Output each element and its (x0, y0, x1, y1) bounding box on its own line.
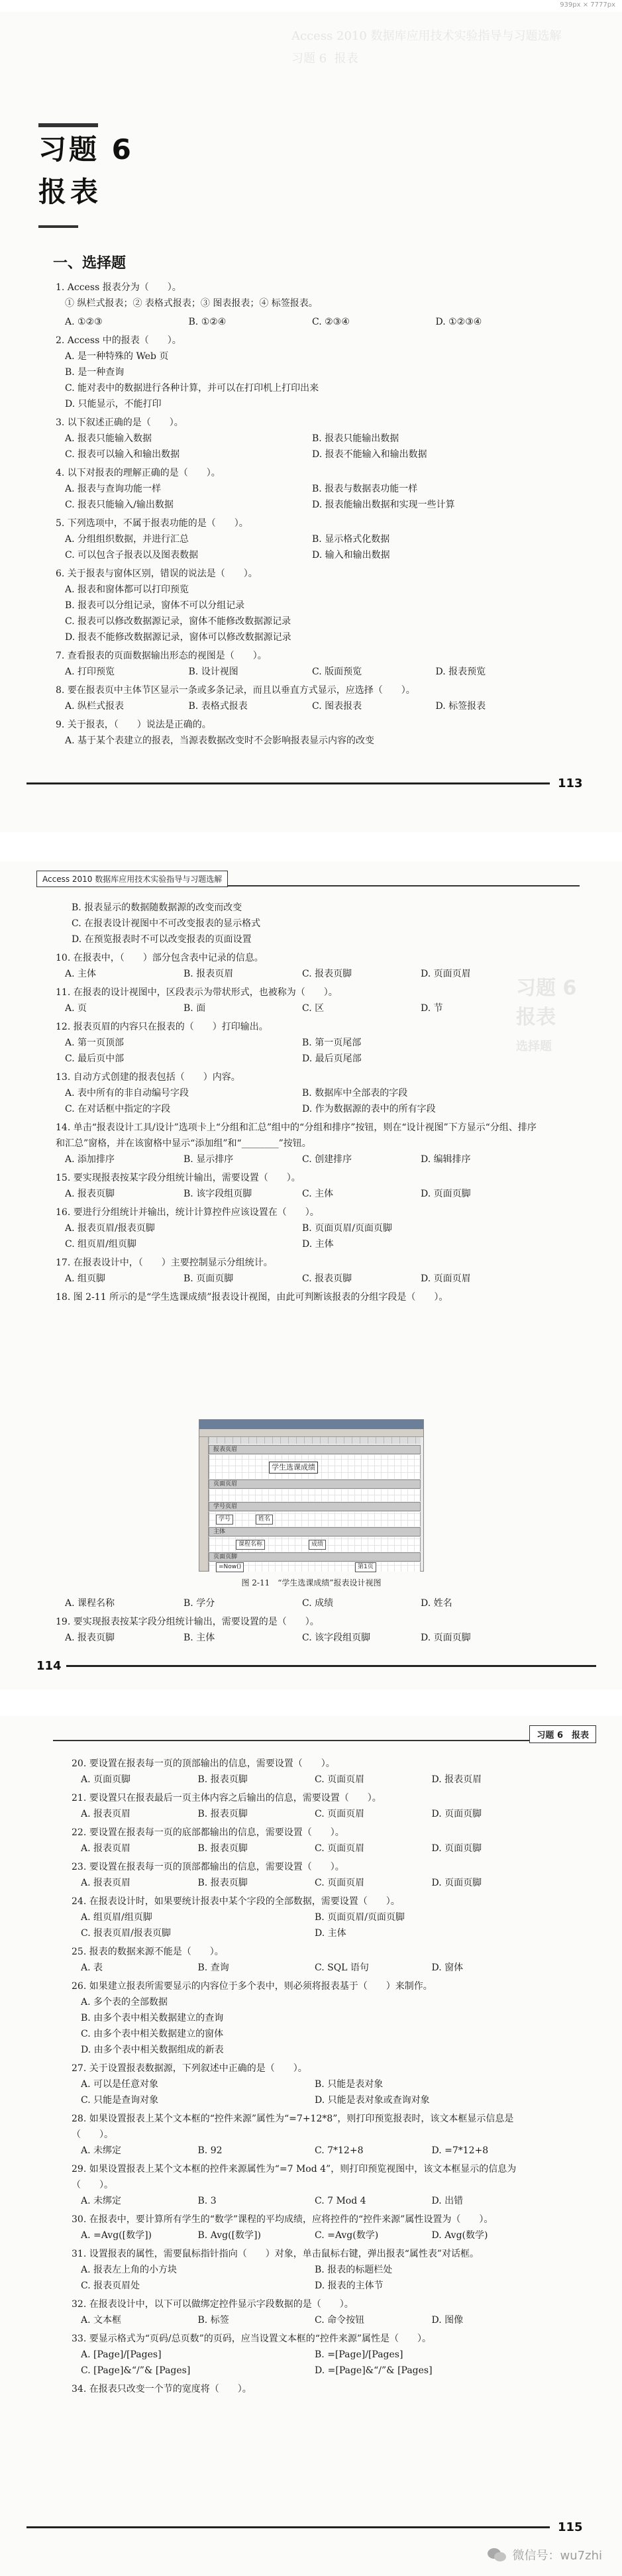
option-group (65, 582, 559, 645)
answer-option: B. 报表页脚 (197, 1774, 248, 1785)
answer-option: C. 7 Mod 4 (315, 2196, 366, 2206)
answer-option: B. =[Page]/[Pages] (315, 2349, 403, 2360)
answer-option: A. 报表只能输入数据 (65, 433, 152, 444)
question-stem: 24. 在报表设计时，如果要统计报表中某个字段的全部数据，需要设置（ ）。 (72, 1896, 400, 1907)
option-group (81, 1806, 548, 1822)
answer-option: D. 只能是表对象或查询对象 (315, 2095, 430, 2106)
control-label-name: 姓名 (256, 1515, 273, 1525)
answer-option: A. 报表页眉 (81, 1843, 131, 1854)
option-group (81, 2143, 548, 2159)
question-item (72, 2331, 548, 2379)
answer-option: A. 主体 (65, 969, 97, 979)
answer-option: A. 报表页眉/报表页脚 (65, 1223, 155, 1234)
answer-option: D. 在预览报表时不可以改变报表的页面设置 (72, 934, 252, 945)
answer-option: A. 报表和窗体都可以打印预览 (65, 584, 189, 595)
running-header-title: Access 2010 数据库应用技术实验指导与习题选解 (36, 871, 228, 887)
question-item (56, 950, 539, 982)
question-stem: 17. 在报表设计中，（ ）主要控制显示分组统计。 (56, 1258, 273, 1268)
question-stem: 30. 在报表中，要计算所有学生的“数学”课程的平均成绩，应将控件的“控件来源”属性设置为（ ）。 (72, 2214, 493, 2225)
answer-option: B. 由多个表中相关数据建立的查询 (81, 2013, 224, 2023)
page-number: 114 (36, 1659, 62, 1673)
figure-ruler (209, 1437, 421, 1444)
answer-option: D. 页面页脚 (431, 1878, 482, 1888)
section-title: 一、选择题 (53, 255, 127, 272)
question-item (56, 648, 559, 680)
question-list (72, 1753, 548, 2397)
answer-option: D. 只能显示，不能打印 (65, 399, 162, 409)
band-page-header: 页面页眉 (209, 1479, 421, 1489)
option-group (81, 2262, 548, 2294)
answer-option: D. 由多个表中相关数据组成的新表 (81, 2045, 224, 2055)
question-stem: 23. 要设置在报表每一页的顶部都输出的信息，需要设置（ ）。 (72, 1862, 344, 1872)
question-item (72, 2212, 548, 2243)
question-item (72, 1978, 548, 2058)
answer-option: A. 页面页脚 (81, 1774, 131, 1785)
page-113 (0, 12, 622, 832)
question-stem: 9. 关于报表，（ ）说法是正确的。 (56, 720, 211, 730)
question-item (56, 1170, 539, 1202)
answer-option: C. SQL 语句 (315, 1962, 369, 1973)
answer-option: B. 报表页脚 (197, 1809, 248, 1819)
answer-option: C. 页面页眉 (315, 1878, 365, 1888)
chapter-subtitle: 报表 (38, 176, 103, 208)
answer-option: A. [Page]/[Pages] (81, 2349, 162, 2360)
option-group (65, 1085, 539, 1117)
answer-option: C. 报表可以修改数据源记录，窗体不能修改数据源记录 (65, 616, 291, 627)
option-group (65, 295, 559, 311)
question-stem: 10. 在报表中，（ ）部分包含表中记录的信息。 (56, 953, 264, 963)
answer-option: C. 区 (302, 1003, 325, 1014)
question-stem: 8. 要在报表页中主体节区显示一条或多条记录，而且以垂直方式显示，应选择（ ）。 (56, 685, 415, 696)
option-group (65, 733, 559, 749)
option-group (65, 481, 559, 513)
question-stem: 21. 要设置只在报表最后一页主体内容之后输出的信息，需要设置（ ）。 (72, 1793, 382, 1803)
answer-option: A. 页 (65, 1003, 87, 1014)
answer-option: C. 报表页眉处 (81, 2281, 140, 2291)
answer-option: D. =[Page]&“/”& [Pages] (315, 2365, 433, 2376)
answer-option: C. 主体 (302, 1189, 334, 1199)
answer-option: B. 报表的标题栏处 (315, 2265, 393, 2275)
question-item (56, 415, 559, 462)
question-stem: 27. 关于设置报表数据源，下列叙述中正确的是（ ）。 (72, 2063, 307, 2074)
question-stem: 11. 在报表的设计视图中，区段表示为带状形式，也被称为（ ）。 (56, 987, 338, 998)
answer-option: B. 报表页脚 (197, 1878, 248, 1888)
page-number: 115 (558, 2520, 583, 2534)
question-item (56, 1120, 539, 1167)
answer-option: A. 第一页顶部 (65, 1038, 125, 1048)
running-header (53, 1725, 596, 1741)
option-group (81, 1994, 548, 2058)
answer-option: B. 报表页眉 (183, 969, 234, 979)
running-header (36, 871, 580, 886)
answer-option: B. 报表只能输出数据 (312, 433, 399, 444)
option-group (65, 314, 559, 330)
answer-option: B. 数据库中全部表的字段 (302, 1088, 408, 1099)
answer-option: D. 输入和输出数据 (312, 550, 390, 561)
answer-option: D. =7*12+8 (431, 2145, 489, 2156)
footer-rule (26, 2526, 550, 2528)
question-stem: 34. 在报表只改变一个节的宽度将（ ）。 (72, 2384, 252, 2394)
answer-option: B. 查询 (197, 1962, 229, 1973)
wechat-watermark (488, 2543, 602, 2567)
control-course: 课程名称 (236, 1540, 265, 1550)
question-item (56, 1069, 539, 1117)
option-group (65, 1271, 539, 1287)
question-item (72, 1790, 548, 1822)
answer-option: A. 未绑定 (81, 2145, 122, 2156)
page-gap (0, 1690, 622, 1716)
question-item (56, 566, 559, 645)
answer-option: C. 图表报表 (312, 701, 362, 712)
page-gap (0, 832, 622, 861)
question-item (72, 2296, 548, 2328)
answer-option: B. 报表与数据表功能一样 (312, 484, 418, 494)
answer-option: C. 创建排序 (302, 1154, 352, 1165)
option-group (65, 1152, 539, 1167)
option-group (81, 2193, 548, 2209)
answer-option: D. 窗体 (431, 1962, 464, 1973)
answer-option: D. 主体 (302, 1239, 334, 1250)
chapter-heading (38, 131, 134, 212)
answer-option: B. 显示格式化数据 (312, 534, 390, 545)
question-list-after-figure (56, 1593, 539, 1646)
band-detail: 主体 (209, 1527, 421, 1536)
answer-option: C. 报表页眉/报表页脚 (81, 1928, 171, 1939)
question-item (56, 1289, 539, 1305)
continued-options (72, 900, 522, 947)
answer-option: C. =Avg(数学) (315, 2230, 379, 2241)
question-stem: 25. 报表的数据来源不能是（ ）。 (72, 1947, 224, 1957)
answer-option: B. 该字段组页脚 (183, 1189, 252, 1199)
answer-option: B. 表格式报表 (188, 701, 248, 712)
watermark-text: 微信号：wu7zhi (512, 2549, 602, 2563)
question-item (72, 2111, 548, 2159)
answer-option: A. ①②③ (65, 317, 103, 327)
question-item (56, 1019, 539, 1067)
answer-option: D. 报表页眉 (431, 1774, 482, 1785)
question-item (56, 515, 559, 563)
answer-option: C. 由多个表中相关数据建立的窗体 (81, 2029, 224, 2039)
area-page-footer (209, 1562, 421, 1572)
page-footer (0, 1656, 622, 1676)
control-score: 成绩 (309, 1540, 326, 1550)
question-item (56, 280, 559, 311)
control-report-title: 学生选课成绩 (269, 1462, 318, 1474)
answer-option: A. 表 (81, 1962, 103, 1973)
answer-option: B. 第一页尾部 (302, 1038, 362, 1048)
answer-option: A. 报表页脚 (65, 1633, 115, 1643)
answer-option: B. Avg([数学]) (197, 2230, 261, 2241)
question-item (56, 1614, 539, 1646)
answer-option: B. 显示排序 (183, 1154, 234, 1165)
answer-option: B. 页面页眉/页面页脚 (315, 1912, 405, 1923)
report-design-figure (199, 1419, 424, 1572)
chapter-rule-top (38, 123, 98, 127)
band-page-footer: 页面页脚 (209, 1552, 421, 1562)
running-header-title: 习题 6 报表 (529, 1725, 596, 1743)
option-group (65, 698, 559, 714)
question-stem: 5. 下列选项中，不属于报表功能的是（ ）。 (56, 518, 248, 529)
answer-option: C. 页面页眉 (315, 1774, 365, 1785)
option-group (81, 2347, 548, 2379)
answer-option: D. Avg(数学) (431, 2230, 488, 2241)
question-stem: 18. 图 2-11 所示的是“学生选课成绩”报表设计视图，由此可判断该报表的分组字段是（ ）。 (56, 1292, 448, 1303)
area-detail (209, 1537, 421, 1552)
answer-option: A. 报表页脚 (65, 1189, 115, 1199)
option-group (65, 431, 559, 462)
answer-option: A. 是一种特殊的 Web 页 (65, 351, 169, 362)
question-stem: 33. 要显示格式为“页码/总页数”的页码，应当设置文本框的“控件来源”属性是（ ）。 (72, 2334, 432, 2344)
question-item (56, 1595, 539, 1611)
answer-option: A. 基于某个表建立的报表，当源表数据改变时不会影响报表显示内容的改变 (65, 735, 375, 746)
answer-option: B. 设计视图 (188, 667, 238, 677)
answer-option: A. 课程名称 (65, 1598, 115, 1609)
answer-option: D. 页面页眉 (421, 969, 471, 979)
question-item (56, 985, 539, 1016)
question-stem: 26. 如果建立报表所需要显示的内容位于多个表中，则必须将报表基于（ ）来制作。 (72, 1981, 433, 1992)
question-item (56, 333, 559, 412)
option-group (65, 349, 559, 412)
answer-option: C. ②③④ (312, 317, 350, 327)
question-item (56, 314, 559, 330)
answer-option: A. 文本框 (81, 2315, 122, 2326)
option-group (81, 2227, 548, 2243)
answer-option: B. 页面页眉/页面页脚 (302, 1223, 392, 1234)
bleed-through-heading: 习题 6 报表 选择题 (516, 977, 577, 1053)
question-list (56, 277, 559, 749)
area-report-header (209, 1455, 421, 1479)
answer-option: D. 报表不能修改数据源记录，窗体可以修改数据源记录 (65, 632, 291, 643)
band-group-header: 学号页眉 (209, 1502, 421, 1511)
answer-option: B. 报表可以分组记录，窗体不可以分组记录 (65, 600, 245, 611)
question-stem: 6. 关于报表与窗体区别，错误的说法是（ ）。 (56, 568, 258, 579)
answer-option: D. 页面页脚 (431, 1809, 482, 1819)
option-group (81, 2312, 548, 2328)
question-item (72, 1859, 548, 1891)
answer-option: A. 表中所有的非自动编号字段 (65, 1088, 189, 1099)
option-group (81, 1909, 548, 1941)
answer-option: C. 页面页眉 (315, 1809, 365, 1819)
control-label-id: 学号 (216, 1515, 233, 1525)
chapter-title: 习题 6 (38, 133, 134, 166)
question-item (72, 1756, 548, 1788)
bleed-through-text: Access 2010 数据库应用技术实验指导与习题选解 习题 6 报表 (291, 29, 562, 66)
answer-option: B. 是一种查询 (65, 367, 125, 378)
option-group (65, 1595, 539, 1611)
footer-rule (66, 1665, 596, 1667)
page-footer (0, 774, 622, 794)
question-stem: 20. 要设置在报表每一页的顶部输出的信息，需要设置（ ）。 (72, 1758, 335, 1769)
answer-option: A. 纵栏式报表 (65, 701, 125, 712)
answer-option: C. 该字段组页脚 (302, 1633, 371, 1643)
answer-option: C. 组页眉/组页脚 (65, 1239, 136, 1250)
answer-option: B. 报表显示的数据随数据源的改变而改变 (72, 902, 242, 913)
question-stem: 2. Access 中的报表（ ）。 (56, 335, 181, 346)
control-page: 第1页 (355, 1562, 376, 1572)
answer-option: D. 姓名 (421, 1598, 452, 1609)
answer-option: D. 页面页脚 (421, 1189, 471, 1199)
page-115 (0, 1716, 622, 2576)
answer-option: A. 报表页眉 (81, 1809, 131, 1819)
answer-option: D. 报表能输出数据和实现一些计算 (312, 500, 455, 510)
option-group (65, 531, 559, 563)
answer-option: D. 报表预览 (435, 667, 486, 677)
chapter-rule-bottom (38, 225, 78, 228)
answer-option: D. 报表的主体节 (315, 2281, 384, 2291)
question-item (72, 2246, 548, 2294)
wechat-icon (488, 2547, 507, 2563)
answer-option: C. 在对话框中指定的字段 (65, 1104, 171, 1114)
answer-option: A. 组页眉/组页脚 (81, 1912, 152, 1923)
answer-option: B. 92 (197, 2145, 223, 2156)
answer-option: B. ①②④ (188, 317, 227, 327)
question-stem: 12. 报表页眉的内容只在报表的（ ）打印输出。 (56, 1022, 268, 1032)
answer-option: A. 组页脚 (65, 1273, 106, 1284)
question-stem: 31. 设置报表的属性，需要鼠标指针指向（ ）对象，单击鼠标右键，弹出报表“属性表”对话框。 (72, 2249, 480, 2259)
option-group (65, 1630, 539, 1646)
answer-option: C. 最后页中部 (65, 1053, 125, 1064)
answer-option: C. 只能是查询对象 (81, 2095, 159, 2106)
answer-option: D. 出错 (431, 2196, 464, 2206)
option-group (65, 966, 539, 982)
figure-caption: 图 2-11 “学生选课成绩”报表设计视图 (241, 1578, 382, 1587)
top-status-bar (0, 0, 622, 12)
question-stem: 29. 如果设置报表上某个文本框的控件来源属性为“=7 Mod 4”，则打印预览视图中，该文本框显示的信息为（ ）。 (72, 2164, 517, 2190)
answer-option: B. 只能是表对象 (315, 2079, 384, 2090)
image-dimensions-label: 939px × 7777px (560, 1, 615, 9)
question-item (72, 1944, 548, 1976)
answer-option: B. 报表页脚 (197, 1843, 248, 1854)
answer-option: C. 报表只能输入/输出数据 (65, 500, 174, 510)
figure-vertical-ruler (199, 1437, 209, 1571)
area-group-header (209, 1512, 421, 1527)
answer-option: D. 节 (421, 1003, 443, 1014)
area-page-header (209, 1489, 421, 1501)
answer-option: A. 报表页眉 (81, 1878, 131, 1888)
question-stem: 3. 以下叙述正确的是（ ）。 (56, 417, 183, 428)
answer-option: B. 页面页脚 (183, 1273, 234, 1284)
question-stem: 22. 要设置在报表每一页的底部都输出的信息，需要设置（ ）。 (72, 1827, 344, 1838)
question-stem: 13. 自动方式创建的报表包括（ ）内容。 (56, 1072, 240, 1083)
answer-option: C. 页面页眉 (315, 1843, 365, 1854)
answer-option: C. 成绩 (302, 1598, 334, 1609)
answer-option: A. 报表左上角的小方块 (81, 2265, 178, 2275)
question-item (56, 1205, 539, 1252)
question-item (56, 1255, 539, 1287)
page-footer (0, 2518, 622, 2538)
footer-rule (26, 782, 550, 784)
answer-option: D. 标签报表 (435, 701, 486, 712)
answer-option: ① 纵栏式报表；② 表格式报表；③ 图表报表；④ 标签报表。 (65, 298, 318, 309)
page-114 (0, 861, 622, 1690)
answer-option: C. 命令按钮 (315, 2315, 365, 2326)
question-item (72, 2061, 548, 2108)
answer-option: D. 图像 (431, 2315, 464, 2326)
option-group (81, 2076, 548, 2108)
question-stem: 19. 要实现报表按某字段分组统计输出，需要设置的是（ ）。 (56, 1617, 319, 1627)
option-group (65, 1000, 539, 1016)
answer-option: B. 标签 (197, 2315, 229, 2326)
answer-option: A. 可以是任意对象 (81, 2079, 159, 2090)
option-group (81, 1875, 548, 1891)
answer-option: C. 报表可以输入和输出数据 (65, 449, 180, 460)
answer-option: C. 7*12+8 (315, 2145, 364, 2156)
answer-option: A. 未绑定 (81, 2196, 122, 2206)
question-stem: 4. 以下对报表的理解正确的是（ ）。 (56, 468, 221, 478)
question-stem: 32. 在报表设计中，以下可以做绑定控件显示字段数据的是（ ）。 (72, 2299, 354, 2310)
option-group (81, 1841, 548, 1856)
option-group (81, 1772, 548, 1788)
answer-option: B. 面 (183, 1003, 206, 1014)
answer-option: C. 版面预览 (312, 667, 362, 677)
option-group (81, 1960, 548, 1976)
question-stem: 16. 要进行分组统计并输出，统计计算控件应该设置在（ ）。 (56, 1207, 319, 1218)
question-item (72, 2381, 548, 2397)
answer-option: B. 3 (197, 2196, 217, 2206)
answer-option: C. 可以包含子报表以及图表数据 (65, 550, 199, 561)
answer-option: D. ①②③④ (435, 317, 482, 327)
band-report-header: 报表页眉 (209, 1445, 421, 1454)
figure-toolbar (199, 1429, 423, 1437)
answer-option: D. 页面页眉 (421, 1273, 471, 1284)
question-item (56, 465, 559, 513)
answer-option: A. 报表与查询功能一样 (65, 484, 162, 494)
answer-option: A. 添加排序 (65, 1154, 115, 1165)
answer-option: A. 打印预览 (65, 667, 115, 677)
question-stem: 28. 如果设置报表上某个文本框的“控件来源”属性为“=7+12*8”，则打印预览报表时，该文本框显示信息是（ ）。 (72, 2114, 514, 2140)
question-stem: 1. Access 报表分为（ ）。 (56, 282, 181, 293)
question-stem: 14. 单击“报表设计工具/设计”选项卡上“分组和汇总”组中的“分组和排序”按钮，则在“设计视图”下方显示“分组、排序和汇总”窗格，并在该窗格中显示“添加组”和“________”按钮。 (56, 1122, 537, 1149)
answer-option: C. 能对表中的数据进行各种计算，并可以在打印机上打印出来 (65, 383, 319, 394)
question-item (56, 682, 559, 714)
question-stem: 7. 查看报表的页面数据输出形态的视图是（ ）。 (56, 651, 267, 661)
answer-option: D. 作为数据源的表中的所有字段 (302, 1104, 436, 1114)
page-number: 113 (558, 777, 583, 790)
question-list (56, 947, 539, 1305)
option-group (65, 1220, 539, 1252)
question-item (56, 717, 559, 749)
answer-option: C. [Page]&“/”& [Pages] (81, 2365, 191, 2376)
question-item (72, 2161, 548, 2209)
option-group (65, 1035, 539, 1067)
answer-option: D. 页面页脚 (421, 1633, 471, 1643)
answer-option: D. 最后页尾部 (302, 1053, 362, 1064)
answer-option: D. 编辑排序 (421, 1154, 471, 1165)
answer-option: C. 报表页脚 (302, 1273, 352, 1284)
answer-option: A. =Avg([数学]) (81, 2230, 152, 2241)
answer-option: C. 在报表设计视图中不可改变报表的显示格式 (72, 918, 261, 929)
question-item (72, 1894, 548, 1941)
answer-option: D. 主体 (315, 1928, 346, 1939)
answer-option: D. 报表不能输入和输出数据 (312, 449, 427, 460)
answer-option: A. 多个表的全部数据 (81, 1997, 168, 2008)
question-item (72, 1825, 548, 1856)
answer-option: B. 学分 (183, 1598, 215, 1609)
answer-option: A. 分组组织数据，并进行汇总 (65, 534, 189, 545)
figure-titlebar (199, 1420, 423, 1429)
option-group (65, 664, 559, 680)
answer-option: D. 页面页脚 (431, 1843, 482, 1854)
option-group (65, 1186, 539, 1202)
answer-option: B. 主体 (183, 1633, 215, 1643)
question-stem: 15. 要实现报表按某字段分组统计输出，需要设置（ ）。 (56, 1173, 301, 1183)
answer-option: C. 报表页脚 (302, 969, 352, 979)
control-now: =Now() (216, 1562, 244, 1572)
